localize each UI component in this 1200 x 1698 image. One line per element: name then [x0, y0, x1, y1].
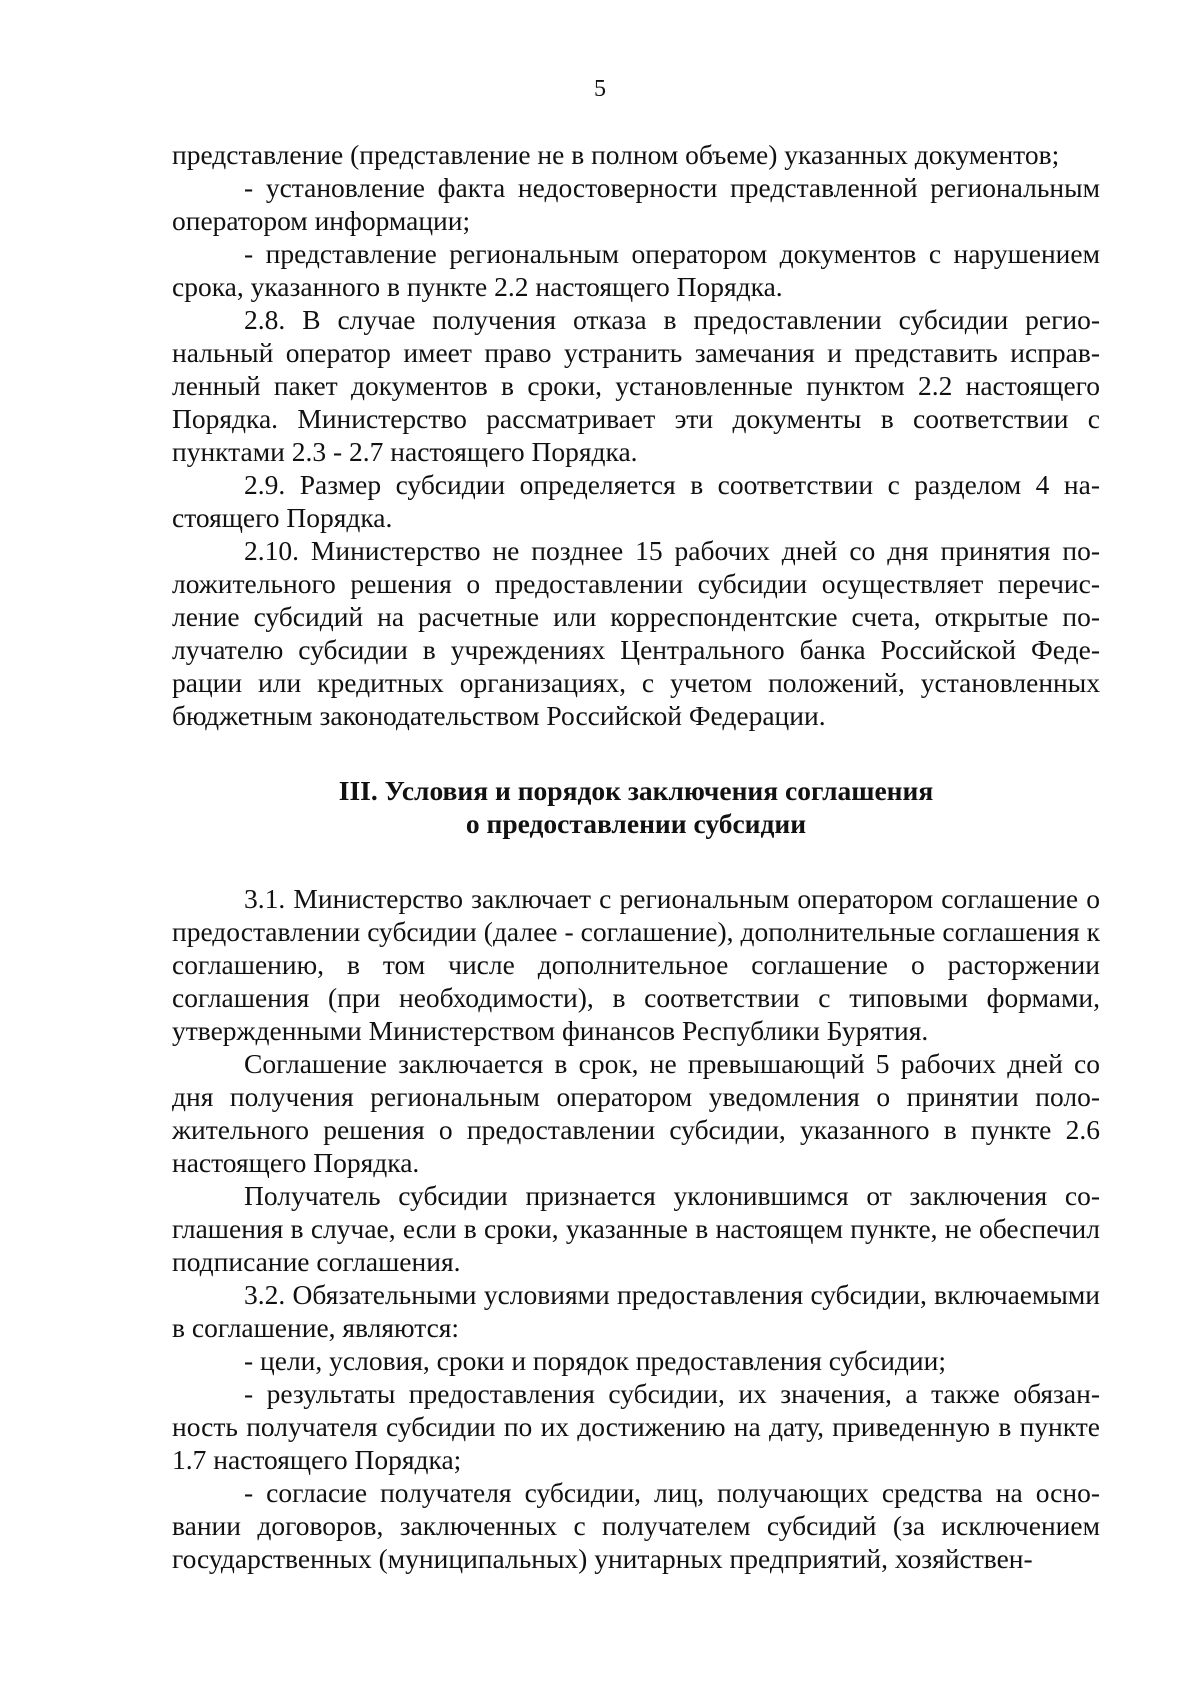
paragraphs-before-section: [172, 138, 1100, 732]
paragraph: - представление региональным оператором документов с нарушением срока, указанного в пункте 2.2 настоящего Порядка.: [172, 238, 1100, 302]
page-number: 5: [594, 76, 606, 102]
paragraph: Соглашение заключается в срок, не превышающий 5 рабочих дней со дня получения региональным оператором уведомления о принятии положительного решения о предоставлении субсидии, указанного в пункте 2.6 настоящего Порядка.: [172, 1048, 1100, 1178]
paragraph: 2.8. В случае получения отказа в предоставлении субсидии региональный оператор имеет право устранить замечания и представить исправленный пакет документов в сроки, установленные пунктом 2.2 настоящего Порядка. Министерство рассматривает эти документы в соответствии с пунктами 2.3 - 2.7 настоящего Порядка.: [172, 304, 1100, 467]
paragraph: - цели, условия, сроки и порядок предоставления субсидии;: [244, 1345, 946, 1376]
paragraph: 2.10. Министерство не позднее 15 рабочих дней со дня принятия положительного решения о предоставлении субсидии осуществляет перечисление субсидий на расчетные или корреспондентские счета, открытые получателю субсидии в учреждениях Центрального банка Российской Федерации или кредитных организациях, с учетом положений, установленных бюджетным законодательством Российской Федерации.: [172, 535, 1100, 731]
paragraphs-after-section: [172, 882, 1100, 1575]
paragraph: - результаты предоставления субсидии, их значения, а также обязанность получателя субсидии по их достижению на дату, приведенную в пункте 1.7 настоящего Порядка;: [172, 1378, 1100, 1475]
paragraph: - установление факта недостоверности представленной региональным оператором информации;: [172, 172, 1100, 236]
section-heading-line-2: о предоставлении субсидии: [465, 808, 807, 839]
document-body: [172, 138, 1100, 1575]
paragraph: 2.9. Размер субсидии определяется в соответствии с разделом 4 настоящего Порядка.: [172, 469, 1100, 533]
paragraph: 3.1. Министерство заключает с региональным оператором соглашение о предоставлении субсидии (далее - соглашение), дополнительные соглашения к соглашению, в том числе дополнительное соглашение о расторжении соглашения (при необходимости), в соответствии с типовыми формами, утвержденными Министерством финансов Республики Бурятия.: [172, 883, 1100, 1046]
paragraph: Получатель субсидии признается уклонившимся от заключения соглашения в случае, если в сроки, указанные в настоящем пункте, не обеспечил подписание соглашения.: [172, 1180, 1100, 1277]
paragraph: 3.2. Обязательными условиями предоставления субсидии, включаемыми в соглашение, являются:: [172, 1279, 1100, 1343]
section-heading-line-1: III. Условия и порядок заключения соглашения: [338, 775, 934, 806]
paragraph: - согласие получателя субсидии, лиц, получающих средства на основании договоров, заключенных с получателем субсидий (за исключением государственных (муниципальных) унитарных предприятий, хозяйствен-: [172, 1477, 1100, 1574]
paragraph: представление (представление не в полном объеме) указанных документов;: [172, 139, 1060, 170]
section-heading: [172, 774, 1100, 840]
